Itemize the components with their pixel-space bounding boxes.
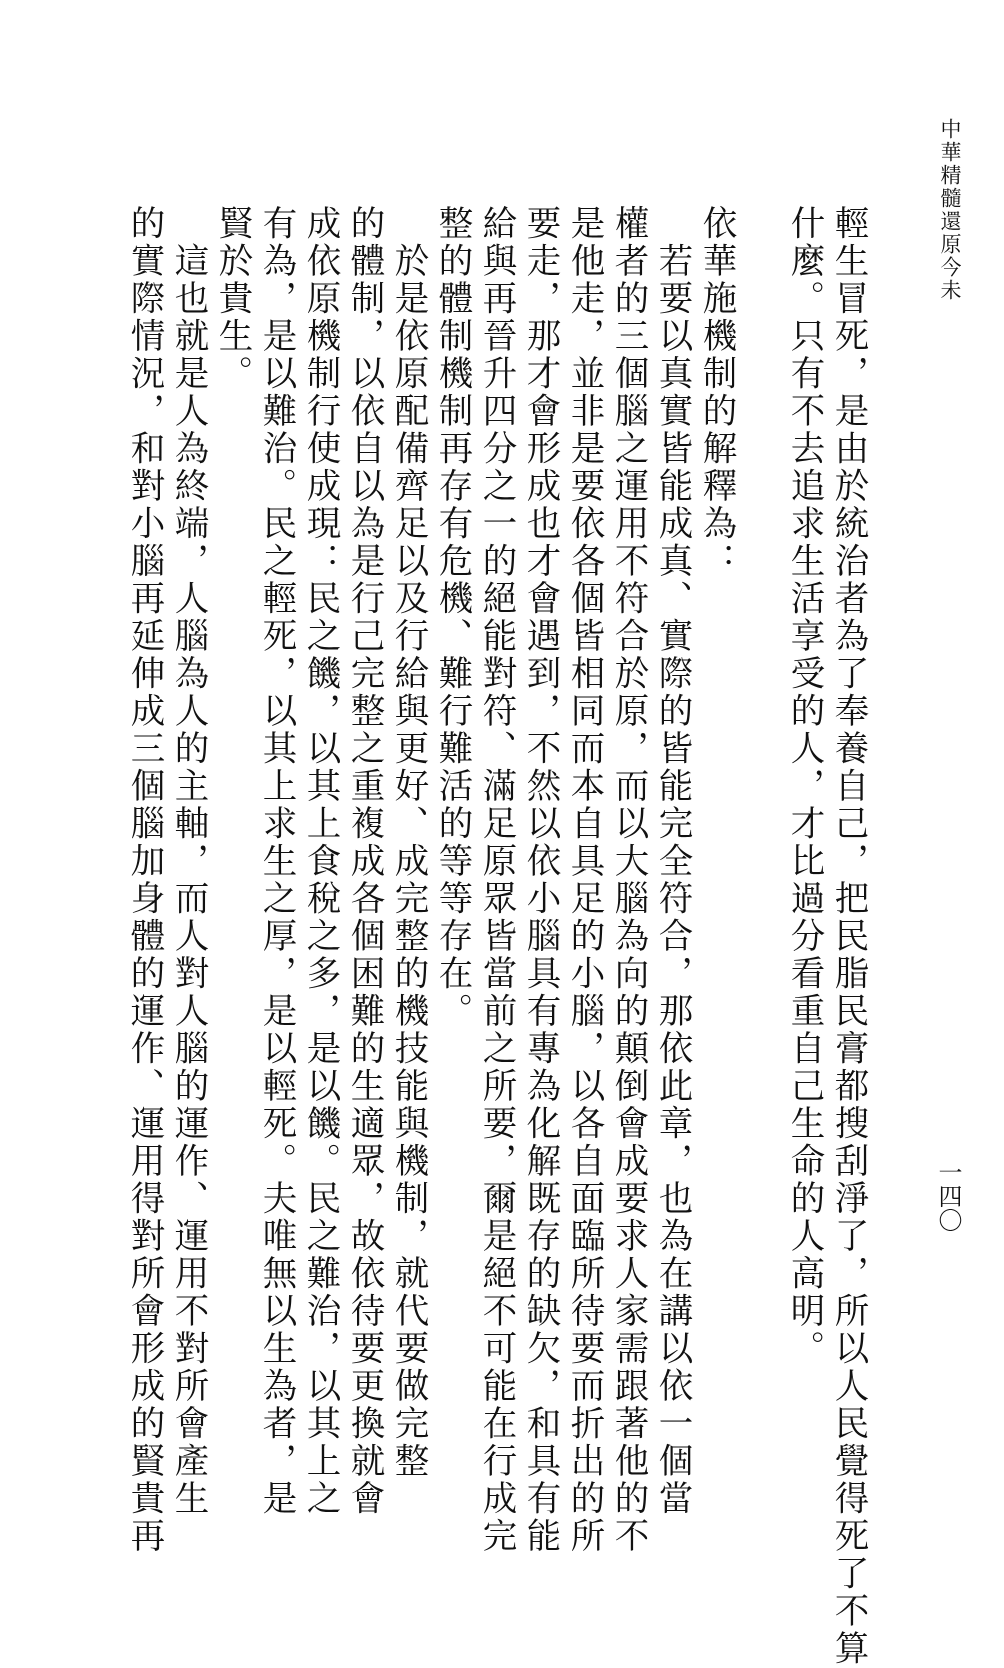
text-line: 賢於貴生。 xyxy=(212,205,252,393)
text-line: 給與再晉升四分之一的絕能對符、滿足原眾皆當前之所要，爾是絕不可能在行成完 xyxy=(476,205,516,1555)
text-line: 要走，那才會形成也才會遇到，不然以依小腦具有專為化解既存的缺欠，和具有能 xyxy=(520,205,560,1555)
text-line: 整的體制機制再存有危機、難行難活的等等存在。 xyxy=(432,205,472,1030)
text-line xyxy=(738,205,782,1285)
text-line: 是他走，並非是要依各個皆相同而本自具足的小腦，以各自面臨所待要而折出的所 xyxy=(564,205,604,1555)
body-text xyxy=(110,205,870,1668)
text-line: 若要以真實皆能成真、實際的皆能完全符合，那依此章，也為在講以依一個當 xyxy=(652,205,692,1518)
text-line: 的實際情況，和對小腦再延伸成三個腦加身體的運作、運用得對所會形成的賢貴再 xyxy=(124,205,164,1555)
text-line: 輕生冒死，是由於統治者為了奉養自己，把民脂民膏都搜刮淨了，所以人民覺得死了不算 xyxy=(828,205,868,1668)
text-line: 於是依原配備齊足以及行給與更好、成完整的機技能與機制，就代要做完整 xyxy=(388,205,428,1480)
text-line: 有為，是以難治。民之輕死，以其上求生之厚，是以輕死。夫唯無以生為者，是 xyxy=(256,205,296,1518)
page-number: 一四〇 xyxy=(934,1160,962,1232)
text-line: 依華施機制的解釋為： xyxy=(696,205,736,580)
text-line: 什麼。只有不去追求生活享受的人，才比過分看重自己生命的人高明。 xyxy=(784,205,824,1368)
running-head: 中華精髓還原今未 xyxy=(938,118,962,302)
text-line: 這也就是人為終端，人腦為人的主軸，而人對人腦的運作、運用不對所會產生 xyxy=(168,205,208,1518)
text-line: 成依原機制行使成現：民之饑，以其上食稅之多，是以饑。民之難治，以其上之 xyxy=(300,205,340,1518)
text-line: 權者的三個腦之運用不符合於原，而以大腦為向的顛倒會成要求人家需跟著他的不 xyxy=(608,205,648,1555)
text-line: 的體制，以依自以為是行己完整之重複成各個困難的生適眾，故依待要更換就會 xyxy=(344,205,384,1518)
